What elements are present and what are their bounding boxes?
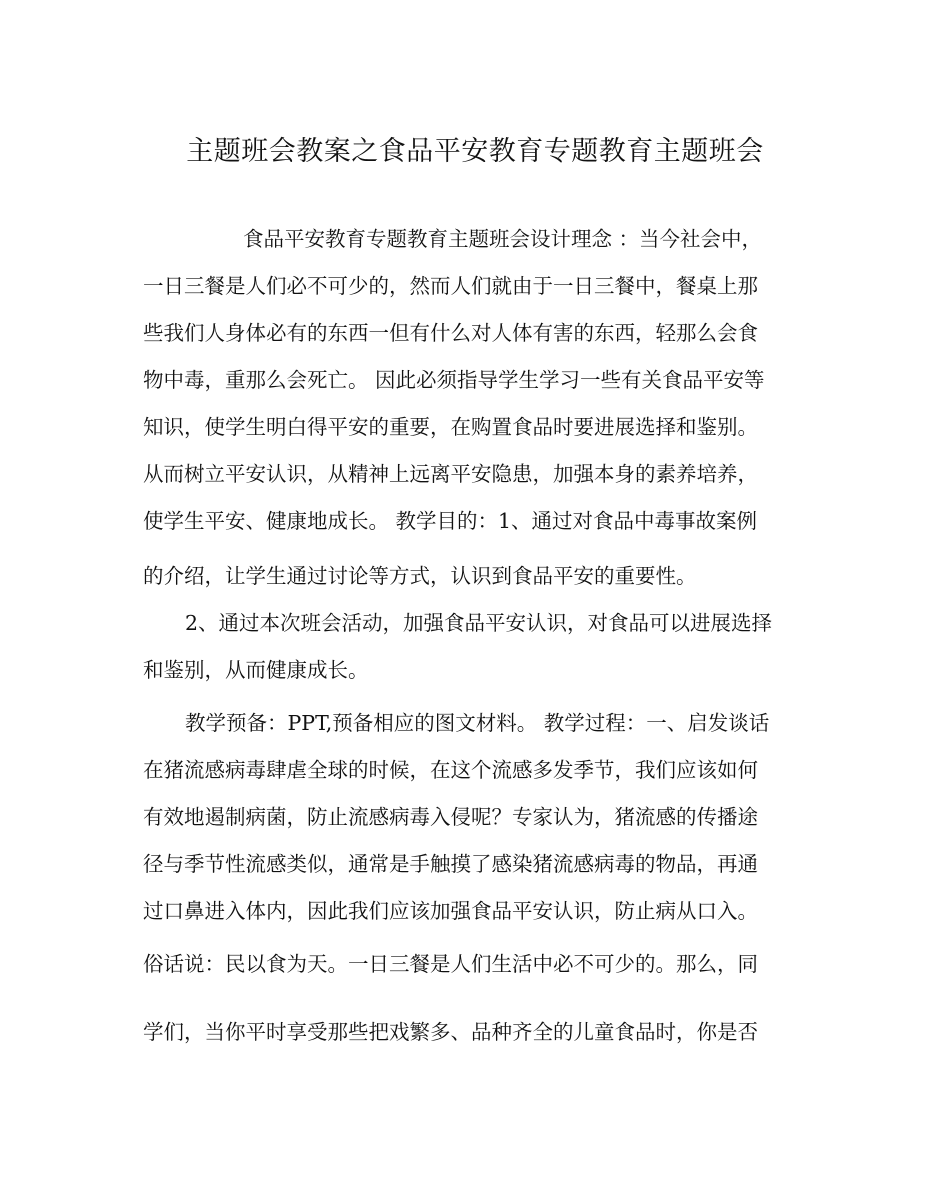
document-title: 主题班会教案之食品平安教育专题教育主题班会 xyxy=(186,136,764,167)
paragraph-line: 知识，使学生明白得平安的重要，在购置食品时要进展选择和鉴别。 xyxy=(143,415,758,439)
paragraph-line: 些我们人身体必有的东西一但有什么对人体有害的东西，轻那么会食 xyxy=(143,321,758,345)
paragraph-line: 的介绍，让学生通过讨论等方式，认识到食品平安的重要性。 xyxy=(143,564,697,588)
paragraph-line: 物中毒，重那么会死亡。 因此必须指导学生学习一些有关食品平安等 xyxy=(143,368,765,392)
paragraph-line: 2、通过本次班会活动，加强食品平安认识，对食品可以进展选择 xyxy=(185,611,773,635)
paragraph-line: 食品平安教育专题教育主题班会设计理念 ：当今社会中， xyxy=(243,227,763,251)
paragraph-line: 有效地遏制病菌，防止流感病毒入侵呢？专家认为，猪流感的传播途 xyxy=(143,805,758,829)
paragraph-line: 学们，当你平时享受那些把戏繁多、品种齐全的儿童食品时，你是否 xyxy=(143,1020,758,1044)
paragraph-line: 径与季节性流感类似，通常是手触摸了感染猪流感病毒的物品，再通 xyxy=(143,852,758,876)
paragraph-line: 教学预备：PPT,预备相应的图文材料。 教学过程：一、启发谈话 xyxy=(185,711,770,735)
paragraph-line: 从而树立平安认识，从精神上远离平安隐患，加强本身的素养培养， xyxy=(143,462,758,486)
paragraph-line: 使学生平安、健康地成长。 教学目的：1、通过对食品中毒事故案例 xyxy=(143,509,758,533)
paragraph-line: 在猪流感病毒肆虐全球的时候，在这个流感多发季节，我们应该如何 xyxy=(143,758,758,782)
paragraph-line: 和鉴别，从而健康成长。 xyxy=(143,658,369,682)
paragraph-line: 俗话说：民以食为天。一日三餐是人们生活中必不可少的。那么，同 xyxy=(143,952,758,976)
paragraph-line: 一日三餐是人们必不可少的，然而人们就由于一日三餐中，餐桌上那 xyxy=(143,274,758,298)
paragraph-line: 过口鼻进入体内，因此我们应该加强食品平安认识，防止病从口入。 xyxy=(143,899,758,923)
